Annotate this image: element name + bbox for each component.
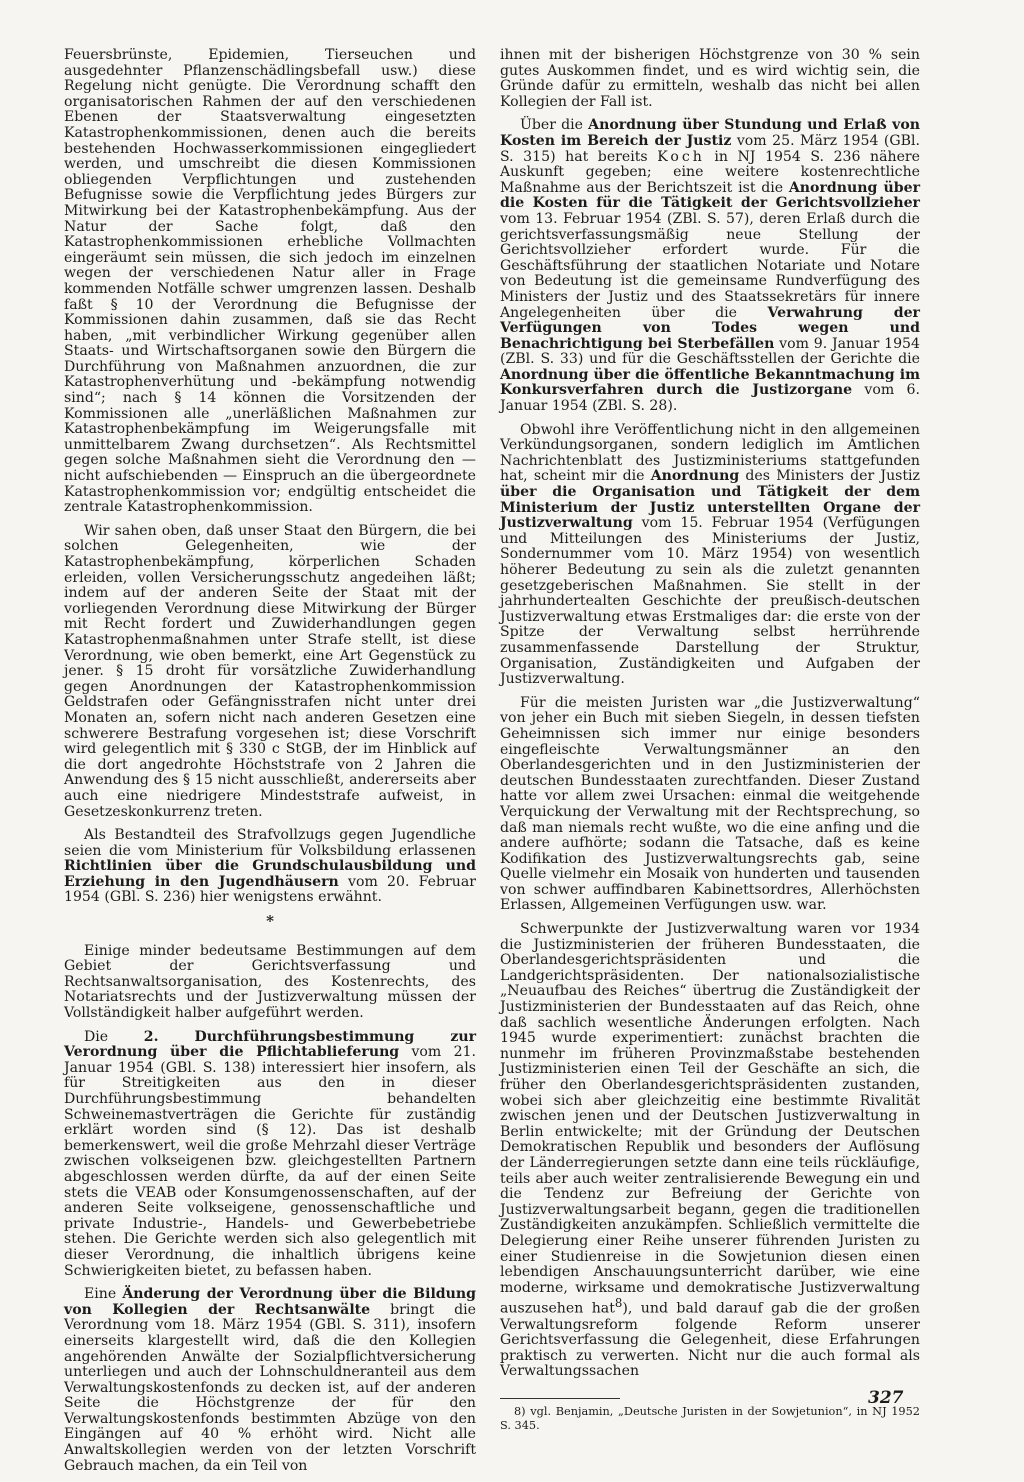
right-column — [500, 48, 920, 1433]
page-number: 327 — [868, 1388, 904, 1408]
paragraph: Obwohl ihre Veröffentlichung nicht in den allgemeinen Verkündungsorganen, sondern lediglich im Amtlichen Nachrichtenblatt des Justizministeriums stattgefunden hat, scheint mir die Anordnung des Ministers der Justiz über die Organisation und Tätigkeit der dem Ministerium der Justiz unterstellten Organe der Justizverwaltung vom 15. Februar 1954 (Verfügungen und Mitteilungen des Ministeriums der Justiz, Sondernummer vom 10. März 1954) von wesentlich höherer Bedeutung zu sein als die zuletzt genannten gesetzgeberischen Maßnahmen. Sie stellt in der jahrhundertealten Geschichte der preußisch-deutschen Justizverwaltung etwas Erstmaliges dar: die erste von der Spitze der Verwaltung selbst herrührende zusammenfassende Darstellung der Struktur, Organisation, Zuständigkeiten und Aufgaben der Justizverwaltung. — [500, 421, 920, 688]
paragraph: Die 2. Durchführungsbestimmung zur Verordnung über die Pflichtablieferung vom 21. Januar 1954 (GBl. S. 138) interessiert hier insofern, als für Streitigkeiten aus den in dieser Durchführungsbestimmung behandelten Schweinemastverträgen die Gerichte für zuständig erklärt worden sind (§ 12). Das ist deshalb bemerkenswert, weil die große Mehrzahl dieser Verträge zwischen volkseigenen bzw. gleichgestellten Partnern abgeschlossen werden dürfte, da auf der einen Seite stets die VEAB oder Konsumgenossenschaften, auf der anderen Seite volkseigene, genossenschaftliche und private Industrie-, Handels- und Gewerbebetriebe stehen. Die Gerichte werden sich also gelegentlich mit dieser Verordnung, die inhaltlich übrigens keine Schwierigkeiten bietet, zu befassen haben. — [64, 1028, 477, 1279]
emphasis: Richtlinien über die Grundschulausbildung und Erziehung in den Jugendhäusern — [64, 858, 476, 890]
emphasis: Anordnung — [650, 468, 740, 485]
paragraph: Für die meisten Juristen war „die Justizverwaltung“ von jeher ein Buch mit sieben Siegeln, in dessen tiefsten Geheimnissen sich immer nur einige besonders eingefleischte Verwaltungsmänner an den Oberlandesgerichten und in den Justizministerien der deutschen Bundesstaaten zurechtfanden. Dieser Zustand hatte vor allem zwei Ursachen: einmal die weitgehende Verquickung der Verwaltung mit der Rechtsprechung, so daß man niemals recht wußte, wo die eine anfing und die andere aufhörte; sodann die Tatsache, daß es keine Kodifikation des Justizverwaltungsrechts gab, seine Quelle vielmehr ein Mosaik von hunderten und tausenden von schwer auffindbaren Kabinettsordres, Allerhöchsten Erlassen, Allgemeinen Verfügungen usw. war. — [500, 694, 920, 914]
paragraph: Als Bestandteil des Strafvollzugs gegen Jugendliche seien die vom Ministerium für Volksbildung erlassenen Richtlinien über die Grundschulausbildung und Erziehung in den Jugendhäusern vom 20. Februar 1954 (GBl. S. 236) hier wenigstens erwähnt. — [64, 827, 476, 906]
footnote-divider — [500, 1398, 620, 1399]
emphasis: Änderung der Verordnung über die Bildung von Kollegien der Rechtsanwälte — [64, 1286, 476, 1318]
paragraph: Wir sahen oben, daß unser Staat den Bürgern, die bei solchen Gelegenheiten, wie der Katastrophenbekämpfung, körperlichen Schaden erleiden, vollen Versicherungsschutz angedeihen läßt; indem auf der anderen Seite der Staat mit der vorliegenden Verordnung diese Mitwirkung der Bürger mit Recht fordert und Zuwiderhandlungen gegen Katastrophenmaßnahmen unter Strafe stellt, ist diese Verordnung, wie oben bemerkt, eine Art Gegenstück zu jener. § 15 droht für vorsätzliche Zuwiderhandlung gegen Anordnungen der Katastrophenkommission Geldstrafen oder Gefängnisstrafen nicht unter drei Monaten an, sofern nicht nach anderen Gesetzen eine schwerere Bestrafung vorgesehen ist; diese Vorschrift wird gelegentlich mit § 330 c StGB, der im Hinblick auf die dort angedrohte Höchststrafe von 2 Jahren die Anwendung des § 15 nicht ausschließt, andererseits aber auch eine niedrigere Mindeststrafe aufweist, in Gesetzeskonkurrenz treten. — [64, 522, 476, 820]
author-name: Koch — [657, 148, 705, 165]
paragraph: Eine Änderung der Verordnung über die Bildung von Kollegien der Rechtsanwälte bringt die Verordnung vom 18. März 1954 (GBl. S. 311), insofern einerseits klargestellt wird, daß die den Kollegien angehörenden Anwälte der Sozialpflichtversicherung unterliegen und auch der Lohnschuldneranteil aus dem Verwaltungskostenfonds zu decken ist, auf der anderen Seite die Höchstgrenze der für den Verwaltungskostenfonds bestimmten Abzüge von den Eingängen auf 40 % erhöht wird. Nicht alle Anwaltskollegien werden von der letzten Vorschrift Gebrauch machen, da ein Teil von — [64, 1286, 477, 1474]
emphasis: Verwahrung der Verfügungen von Todes wegen und Benachrichtigung bei Sterbefällen — [500, 304, 920, 352]
paragraph: Schwerpunkte der Justizverwaltung waren vor 1934 die Justizministerien der früheren Bundesstaaten, die Oberlandesgerichtspräsidenten und die Landgerichtspräsidenten. Der nationalsozialistische „Neuaufbau des Reiches“ übertrug die Zuständigkeit der Justizministerien der Bundesstaaten auf das Reich, ohne daß sachlich wesentliche Änderungen erfolgten. Nach 1945 wurde experimentiert: zunächst brachten die nunmehr im früheren Provinzmaßstabe bestehenden Justizministerien einen Teil der Geschäfte an sich, die früher den Oberlandesgerichtspräsidenten zustanden, wobei sich aber gleichzeitig eine bestimmte Rivalität zwischen jenen und der Deutschen Justizverwaltung in Berlin entwickelte; mit der Gründung der Deutschen Demokratischen Republik und besonders der Auflösung der Länderregierungen setzte dann eine teils rückläufige, teils aber auch weiter zentralisierende Bewegung ein und die Tendenz zur Befreiung der Gerichte von Justizverwaltungsarbeit begann, gegen die traditionellen Zuständigkeiten anzukämpfen. Schließlich vermittelte die Delegierung einer Reihe unserer führenden Juristen zu einer Studienreise in die Sowjetunion diesen einen lebendigen Anschauungsunterricht darüber, wie eine moderne, wirksame und demokratische Justizverwaltung auszusehen hat$^8$), und bald darauf gab die der großen Verwaltungsreform folgende Reform unserer Gerichtsverfassung die Gelegenheit, diese Erfahrungen praktisch zu verwerten. Nicht nur die auch formal als Verwaltungssachen — [500, 921, 921, 1380]
paragraph: Einige minder bedeutsame Bestimmungen auf dem Gebiet der Gerichtsverfassung und Rechtsanwaltsorganisation, des Kostenrechts, des Notariatsrechts und der Justizverwaltung müssen der Vollständigkeit halber aufgeführt werden. — [64, 942, 476, 1022]
emphasis: Anordnung über die Kosten für die Tätigkeit der Gerichtsvollzieher — [500, 179, 920, 212]
footnote: 8) vgl. Benjamin, „Deutsche Juristen in der Sowjetunion“, in NJ 1952 S. 345. — [500, 1404, 920, 1432]
paragraph: Feuersbrünste, Epidemien, Tierseuchen und ausgedehnter Pflanzenschädlingsbefall usw.) diese Regelung nicht genügte. Die Verordnung schafft den organisatorischen Rahmen der auf den verschiedenen Ebenen der Staatsverwaltung eingesetzten Katastrophenkommissionen, denen auch die bereits bestehenden Hochwasserkommissionen eingegliedert werden, und umschreibt die diesen Kommissionen obliegenden Verpflichtungen und zustehenden Befugnisse sowie die Verpflichtung jedes Bürgers zur Mitwirkung bei der Katastrophenbekämpfung. Aus der Natur der Sache folgt, daß den Katastrophenkommissionen erhebliche Vollmachten eingeräumt sein müssen, die sich jedoch im einzelnen wegen der verschiedenen Natur aller in Frage kommenden Notfälle schwer umgrenzen lassen. Deshalb faßt § 10 der Verordnung die Befugnisse der Kommissionen dahin zusammen, daß sie das Recht haben, „mit verbindlicher Wirkung gegenüber allen Staats- und Wirtschaftsorganen sowie den Bürgern die Durchführung von Maßnahmen anzuordnen, die zur Katastrophenverhütung und -bekämpfung notwendig sind“; nach § 14 können die Vorsitzenden der Kommissionen alle „unerläßlichen Maßnahmen zur Katastrophenbekämpfung im Weigerungsfalle mit unmittelbarem Zwang durchsetzen“. Als Rechtsmittel gegen solche Maßnahmen sieht die Verordnung den — nicht aufschiebenden — Einspruch an die übergeordnete Katastrophenkommission vor; endgültig entscheidet die zentrale Katastrophenkommission. — [64, 47, 476, 516]
paragraph: ihnen mit der bisherigen Höchstgrenze von 30 % sein gutes Auskommen findet, und es wird wichtig sein, die Gründe dafür zu ermitteln, weshalb das nicht bei allen Kollegien der Fall ist. — [500, 47, 920, 110]
left-column — [64, 48, 476, 1482]
section-separator: * — [266, 912, 274, 931]
emphasis: Anordnung über Stundung und Erlaß von Kosten im Bereich der Justiz — [500, 117, 920, 149]
emphasis: Anordnung über die öffentliche Bekanntmachung im Konkursverfahren durch die Justizorgane — [500, 366, 920, 399]
paragraph: Über die Anordnung über Stundung und Erlaß von Kosten im Bereich der Justiz vom 25. März 1954 (GBl. S. 315) hat bereits Koch in NJ 1954 S. 236 nähere Auskunft gegeben; eine weitere kostenrechtliche Maßnahme aus der Berichtszeit ist die Anordnung über die Kosten für die Tätigkeit der Gerichtsvollzieher vom 13. Februar 1954 (ZBl. S. 57), deren Erlaß durch die gerichtsverfassungsmäßig neue Stellung der Gerichtsvollzieher erfordert wurde. Für die Geschäftsführung der staatlichen Notariate und Notare von Bedeutung ist die gemeinsame Rundverfügung des Ministers der Justiz und des Staatssekretärs für innere Angelegenheiten über die Verwahrung der Verfügungen von Todes wegen und Benachrichtigung bei Sterbefällen vom 9. Januar 1954 (ZBl. S. 33) und für die Geschäftsstellen der Gerichte die Anordnung über die öffentliche Bekanntmachung im Konkursverfahren durch die Justizorgane vom 6. Januar 1954 (ZBl. S. 28). — [500, 117, 921, 415]
emphasis: über die Organisation und Tätigkeit der dem Ministerium der Justiz unterstellten Organe der Justizverwaltung — [500, 484, 920, 532]
footnote-marker: 8 — [614, 1296, 623, 1311]
emphasis: 2. Durchführungsbestimmung zur Verordnung über die Pflichtablieferung — [64, 1028, 476, 1061]
